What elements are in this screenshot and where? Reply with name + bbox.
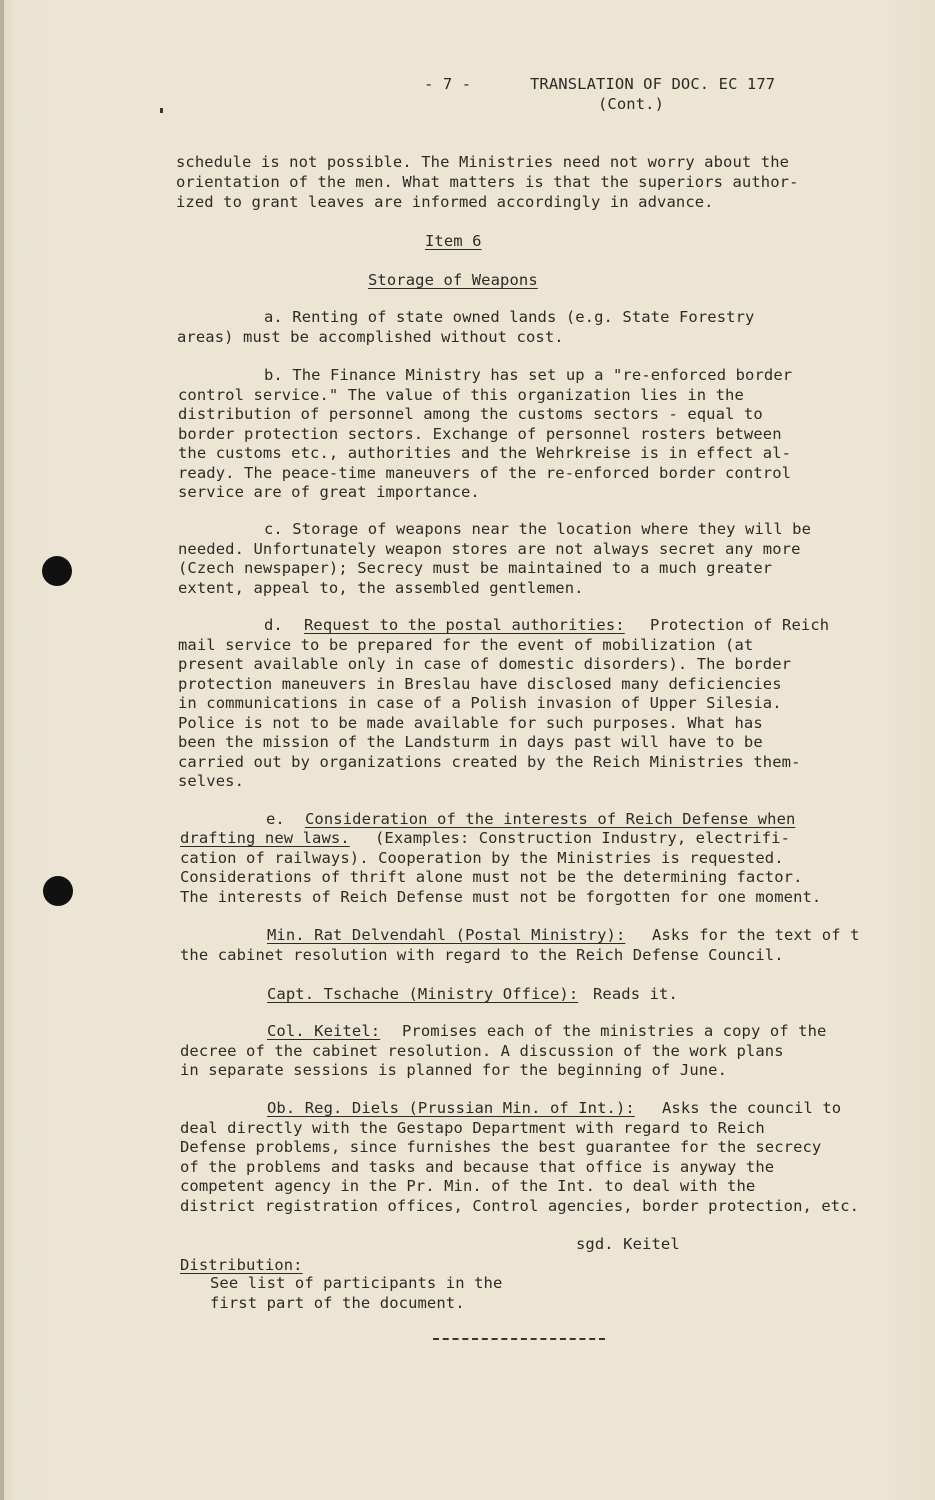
para-c-line: c. Storage of weapons near the location where they will be (264, 520, 812, 538)
para-d-line: been the mission of the Landsturm in days past will have to be (178, 733, 763, 751)
para-d-heading: Request to the postal authorities: (304, 616, 625, 634)
para-e-line: cation of railways). Cooperation by the Ministries is requested. (180, 849, 784, 867)
para-e-line: (Examples: Construction Industry, electrifi- (375, 829, 790, 847)
para-d-label: d. (264, 616, 283, 634)
punch-hole (43, 876, 73, 906)
end-rule (433, 1338, 605, 1340)
speaker-line: in separate sessions is planned for the beginning of June. (180, 1061, 728, 1079)
para-a-line: areas) must be accomplished without cost. (177, 328, 564, 346)
body-line: ized to grant leaves are informed accordingly in advance. (176, 193, 714, 211)
distribution-line: first part of the document. (210, 1294, 465, 1312)
body-line: schedule is not possible. The Ministries need not worry about the (176, 153, 790, 171)
para-e-heading: drafting new laws. (180, 829, 350, 847)
para-b-line: control service." The value of this organization lies in the (178, 386, 744, 404)
body-line: orientation of the men. What matters is that the superiors author- (176, 173, 799, 191)
para-d-line: Protection of Reich (650, 616, 830, 634)
continued-label: (Cont.) (598, 95, 665, 113)
page-number: - 7 - (424, 75, 472, 93)
signature: sgd. Keitel (576, 1235, 680, 1253)
para-d-line: in communications in case of a Polish invasion of Upper Silesia. (178, 694, 782, 712)
speaker-name: Ob. Reg. Diels (Prussian Min. of Int.): (267, 1099, 635, 1117)
para-e-label: e. (266, 810, 285, 828)
para-b-line: border protection sectors. Exchange of personnel rosters between (178, 425, 782, 443)
para-d-line: protection maneuvers in Breslau have disclosed many deficiencies (178, 675, 782, 693)
para-b-line: service are of great importance. (178, 483, 480, 501)
speaker-name: Col. Keitel: (267, 1022, 381, 1040)
item-heading: Item 6 (425, 232, 482, 250)
section-title: Storage of Weapons (368, 271, 538, 289)
speaker-line: Defense problems, since furnishes the best guarantee for the secrecy (180, 1138, 822, 1156)
para-e-heading: Consideration of the interests of Reich Defense when (305, 810, 796, 828)
para-b-line: b. The Finance Ministry has set up a "re-enforced border (264, 366, 793, 384)
para-c-line: needed. Unfortunately weapon stores are not always secret any more (178, 540, 801, 558)
speaker-name: Min. Rat Delvendahl (Postal Ministry): (267, 926, 626, 944)
page-edge (0, 0, 4, 1500)
speaker-line: district registration offices, Control agencies, border protection, etc. (180, 1197, 860, 1215)
para-a-line: a. Renting of state owned lands (e.g. State Forestry (264, 308, 755, 326)
speaker-line: Asks for the text of t (652, 926, 860, 944)
distribution-line: See list of participants in the (210, 1274, 503, 1292)
margin-mark (160, 108, 163, 113)
para-c-line: (Czech newspaper); Secrecy must be maintained to a much greater (178, 559, 773, 577)
para-d-line: present available only in case of domestic disorders). The border (178, 655, 792, 673)
speaker-line: Asks the council to (662, 1099, 842, 1117)
para-c-line: extent, appeal to, the assembled gentlemen. (178, 579, 584, 597)
para-b-line: the customs etc., authorities and the Wehrkreise is in effect al- (178, 444, 792, 462)
speaker-line: Promises each of the ministries a copy of the (402, 1022, 827, 1040)
para-d-line: carried out by organizations created by the Reich Ministries them- (178, 753, 801, 771)
speaker-line: of the problems and tasks and because that office is anyway the (180, 1158, 775, 1176)
distribution-heading: Distribution: (180, 1256, 303, 1274)
speaker-line: decree of the cabinet resolution. A discussion of the work plans (180, 1042, 784, 1060)
document-title: TRANSLATION OF DOC. EC 177 (530, 75, 776, 93)
speaker-line: deal directly with the Gestapo Department with regard to Reich (180, 1119, 765, 1137)
para-b-line: distribution of personnel among the customs sectors - equal to (178, 405, 763, 423)
para-e-line: Considerations of thrift alone must not be the determining factor. (180, 868, 803, 886)
para-d-line: Police is not to be made available for such purposes. What has (178, 714, 763, 732)
punch-hole (42, 556, 72, 586)
para-b-line: ready. The peace-time maneuvers of the re-enforced border control (178, 464, 792, 482)
speaker-name: Capt. Tschache (Ministry Office): (267, 985, 579, 1003)
speaker-line: competent agency in the Pr. Min. of the Int. to deal with the (180, 1177, 756, 1195)
para-e-line: The interests of Reich Defense must not be forgotten for one moment. (180, 888, 822, 906)
para-d-line: selves. (178, 772, 245, 790)
speaker-line: the cabinet resolution with regard to the Reich Defense Council. (180, 946, 784, 964)
para-d-line: mail service to be prepared for the event of mobilization (at (178, 636, 754, 654)
speaker-line: Reads it. (593, 985, 678, 1003)
